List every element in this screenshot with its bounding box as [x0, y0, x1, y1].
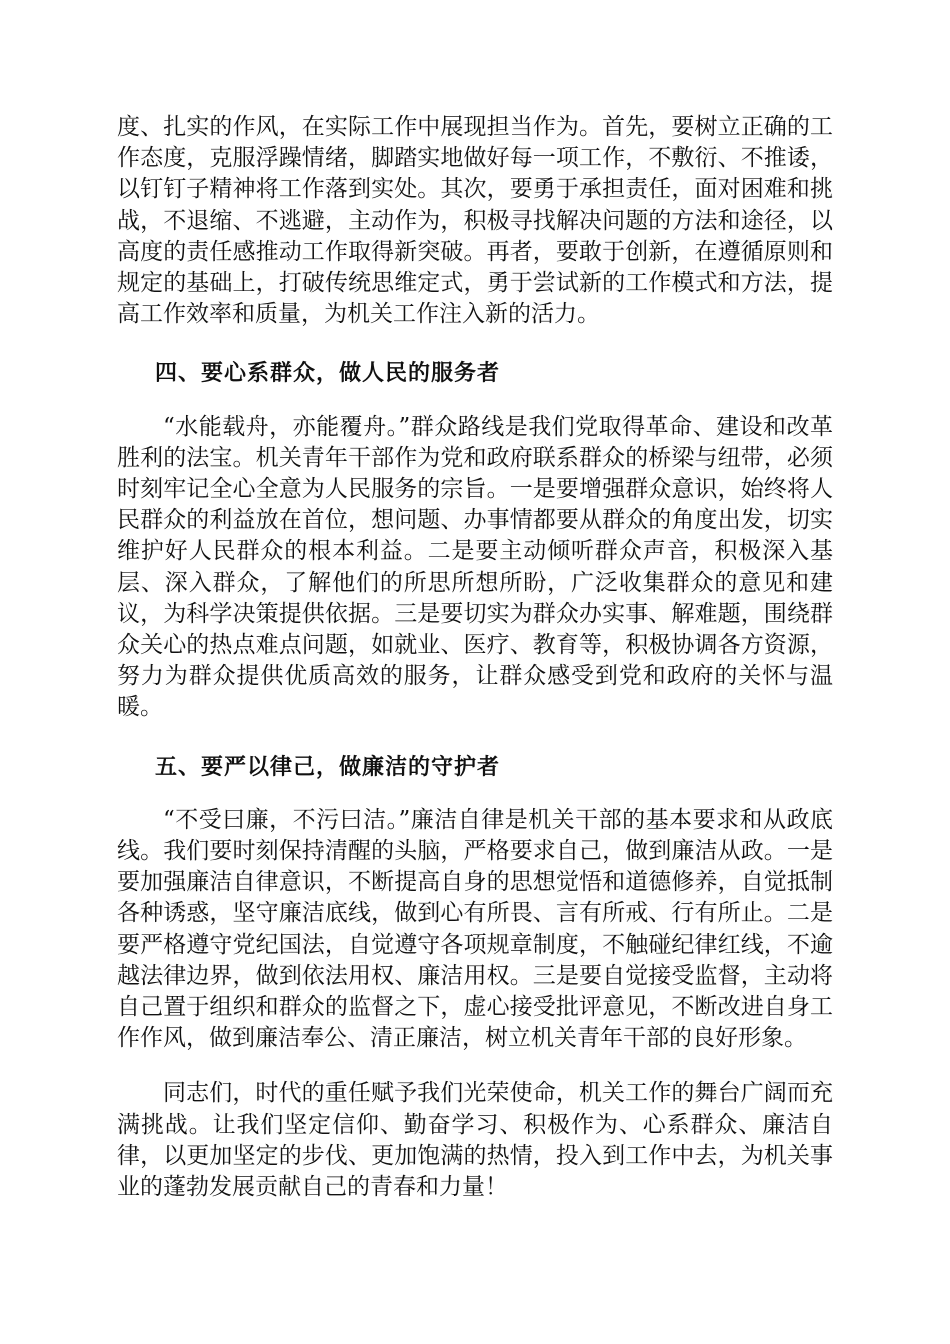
paragraph-integrity: “不受曰廉，不污曰洁。”廉洁自律是机关干部的基本要求和从政底线。我们要时刻保持清醒的头脑，严格要求自己，做到廉洁从政。一是要加强廉洁自律意识，不断提高自身的思想觉悟和道德修养，自觉抵制各种诱惑，坚守廉洁底线，做到心有所畏、言有所戒、行有所止。二是要严格遵守党纪国法，自觉遵守各项规章制度，不触碰纪律红线，不逾越法律边界，做到依法用权、廉洁用权。三是要自觉接受监督，主动将自己置于组织和群众的监督之下，虚心接受批评意见，不断改进自身工作作风，做到廉洁奉公、清正廉洁，树立机关青年干部的良好形象。: [117, 806, 833, 1052]
section-heading-4: 四、要心系群众，做人民的服务者: [155, 361, 501, 387]
paragraph-continuation: 度、扎实的作风，在实际工作中展现担当作为。首先，要树立正确的工作态度，克服浮躁情绪，脚踏实地做好每一项工作，不敷衍、不推诿，以钉钉子精神将工作落到实处。其次，要勇于承担责任，面对困难和挑战，不退缩、不逃避，主动作为，积极寻找解决问题的方法和途径，以高度的责任感推动工作取得新突破。再者，要敢于创新，在遵循原则和规定的基础上，打破传统思维定式，勇于尝试新的工作模式和方法，提高工作效率和质量，为机关工作注入新的活力。: [117, 114, 833, 328]
paragraph-closing: 同志们，时代的重任赋予我们光荣使命，机关工作的舞台广阔而充满挑战。让我们坚定信仰、勤奋学习、积极作为、心系群众、廉洁自律，以更加坚定的步伐、更加饱满的热情，投入到工作中去，为机关事业的蓬勃发展贡献自己的青春和力量！: [117, 1080, 833, 1201]
section-heading-5: 五、要严以律己，做廉洁的守护者: [155, 754, 501, 780]
paragraph-serve-people: “水能载舟，亦能覆舟。”群众路线是我们党取得革命、建设和改革胜利的法宝。机关青年干部作为党和政府联系群众的桥梁与纽带，必须时刻牢记全心全意为人民服务的宗旨。一是要增强群众意识，始终将人民群众的利益放在首位，想问题、办事情都要从群众的角度出发，切实维护好人民群众的根本利益。二是要主动倾听群众声音，积极深入基层、深入群众，了解他们的所思所想所盼，广泛收集群众的意见和建议，为科学决策提供依据。三是要切实为群众办实事、解难题，围绕群众关心的热点难点问题，如就业、医疗、教育等，积极协调各方资源，努力为群众提供优质高效的服务，让群众感受到党和政府的关怀与温暖。: [117, 413, 833, 721]
document-page: [117, 112, 833, 1203]
